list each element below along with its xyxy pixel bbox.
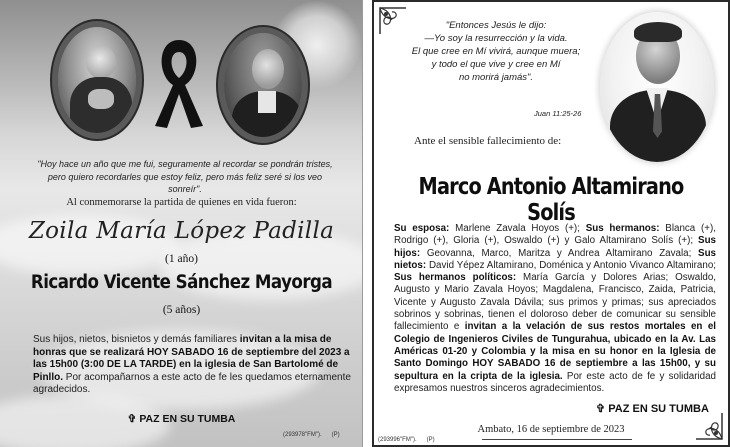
- portrait-frame-woman: [52, 21, 142, 139]
- anniversary-years-2: (5 años): [162, 304, 201, 316]
- intro-text: Ante el sensible fallecimiento de:: [414, 135, 562, 147]
- portrait-woman-photo: [86, 45, 116, 79]
- notice-body-text: Su esposa: Marlene Zavala Hoyos (+); Sus hermanos: Blanca (+), Rodrigo (+), Gloria (+), Oswaldo (+) y Galo Altamirano Solís (+); Sus hijos: Geovanna, Marco, Maritza y Andrea Altamirano Zavala; Sus nietos: David Yépez Altamirano, Doménica y Antonio Vivanco Altamirano; Sus hermanos políticos: María García y Dolores Arias; Oswaldo, Augusto y Mario Zavala Hoyos; Magdalena, Francisco, Zaida, Patricia, Vicente y Augusto Zavala Dávila; sus primos y primas; sus apreciados sobrinos y sobrinas, tienen el doloroso deber de comunicar su sensible fallecimiento e invitan a la velación de sus restos mortales en el Colegio de Ingenieros Civiles de Tungurahua, ubicado en la Av. Las Américas 01-20 y Colombia y la misa en su honor en la Iglesia de Santo Domingo HOY SABADO 16 de septiembre a las 15h00, y su sepultura en la cripta de la iglesia. Por este acto de fe y solidaridad expresamos nuestros sinceros agradecimientos.: [394, 223, 717, 394]
- bible-verse: "Entonces Jesús le dijo: —Yo soy la resurrección y la vida. El que cree en Mí vivirá, aunque muera; y todo el que vive y cree en Mí no morirá jamás".: [411, 20, 581, 83]
- rest-in-peace-line: ✞ PAZ EN SU TUMBA: [127, 413, 236, 425]
- divider: [482, 439, 632, 440]
- intro-text: Al conmemorarse la partida de quienes en vida fueron:: [66, 197, 297, 208]
- portrait-deceased-photo: [600, 12, 714, 162]
- reference-code: (293978"FM"). (P): [283, 432, 340, 438]
- mourning-ribbon-icon: [149, 30, 209, 130]
- deceased-name: Marco Antonio Altamirano Solís: [418, 174, 684, 226]
- anniversary-years-1: (1 año): [165, 253, 198, 265]
- portrait-man-photo: [252, 49, 284, 89]
- deceased-name-1: Zoila María López Padilla: [28, 218, 335, 244]
- notice-date: Ambato, 16 de septiembre de 2023: [477, 424, 625, 435]
- deceased-name-2: Ricardo Vicente Sánchez Mayorga: [30, 272, 333, 293]
- notice-body-text: Sus hijos, nietos, bisnietos y demás familiares invitan a la misa de honras que se realizará HOY SABADO 16 de septiembre del 2023 a las 15h00 (3:00 DE LA TARDE) en la iglesia de San Bartolomé de Pinllo. Por acompañarnos a este acto de fe les quedamos eternamente agradecidos.: [33, 334, 351, 395]
- memorial-notice-left: [0, 0, 363, 447]
- memorial-quote: "Hoy hace un año que me fui, seguramente al recordar se pondrán tristes, pero quiero recordarles que estoy feliz, pero más feliz seré si los veo sonreír".: [37, 159, 333, 194]
- reference-code: (293996"FM"). (P): [378, 437, 435, 443]
- rest-in-peace-line: ✞ PAZ EN SU TUMBA: [596, 403, 709, 415]
- verse-reference: Juan 11:25-26: [534, 109, 582, 118]
- portrait-frame-man: [218, 27, 308, 143]
- ornament-corner-icon: [694, 411, 724, 441]
- obituary-notice-right: [372, 0, 730, 447]
